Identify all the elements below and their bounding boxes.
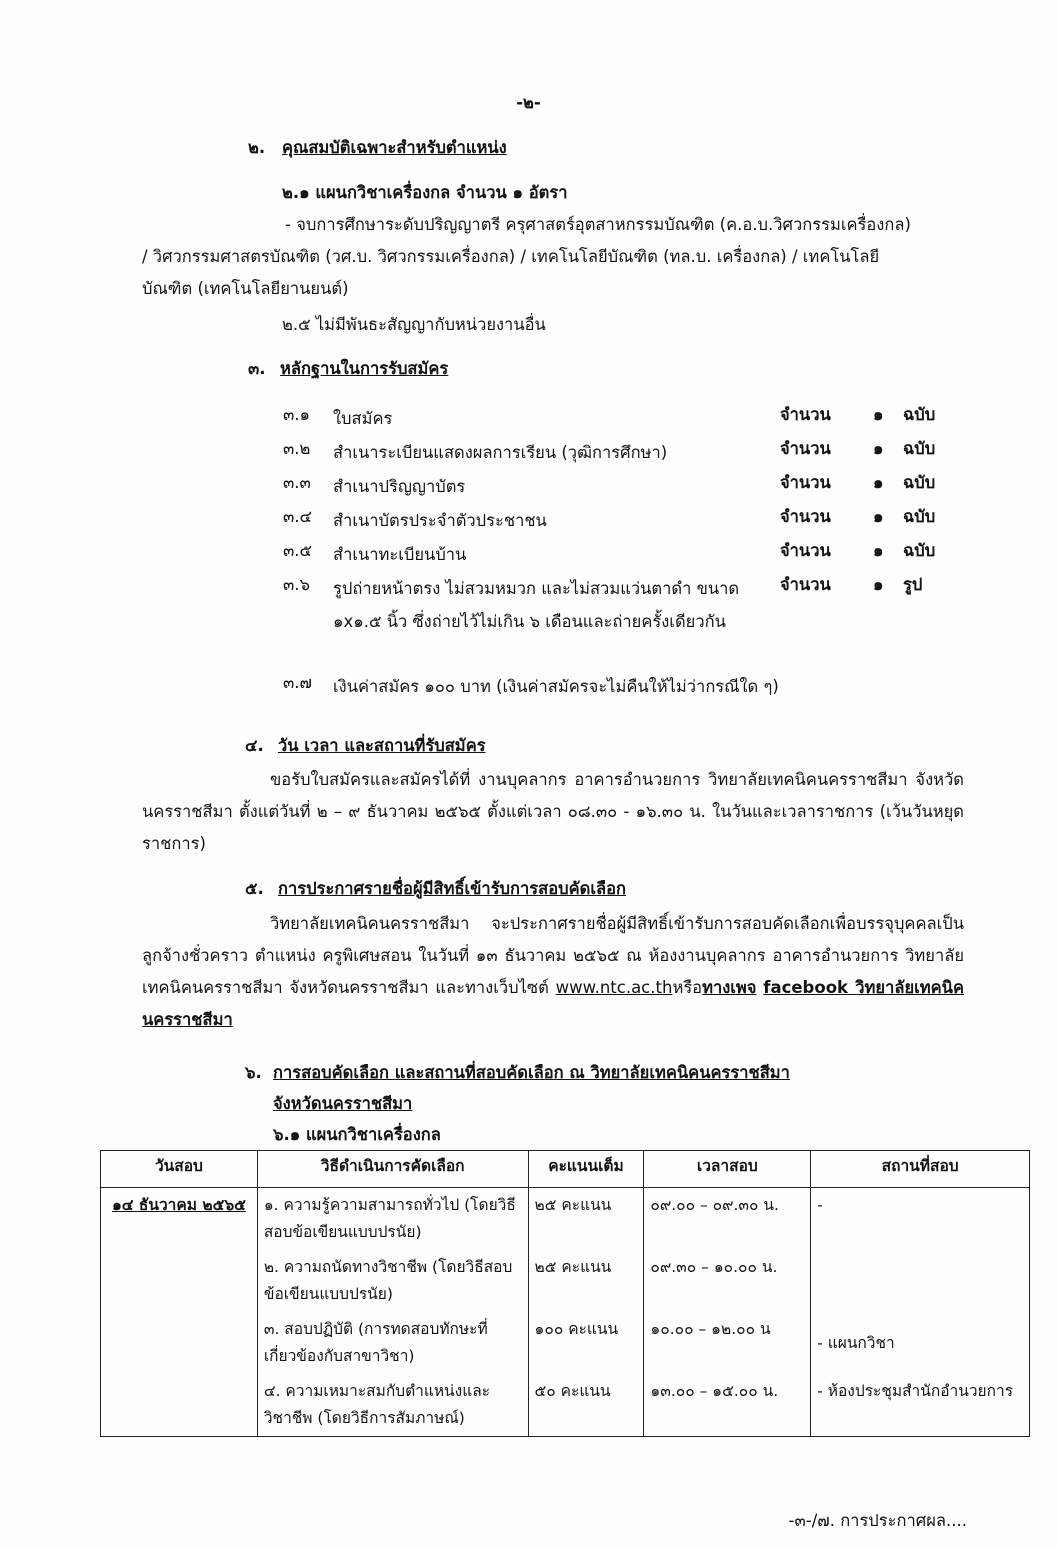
requirement-count-label: จำนวน (780, 405, 831, 424)
requirement-unit: ฉบับ (903, 439, 936, 458)
score-cell: ๒๕ คะแนน (528, 1250, 644, 1312)
section2-body-line3: บัณฑิต (เทคโนโลยียานยนต์) (142, 279, 349, 298)
section5-page-prefix: ทางเพจ (702, 978, 757, 997)
requirement-unit: รูป (903, 575, 923, 594)
exam-date-cell (101, 1188, 258, 1251)
requirement-qty: ๑ (873, 575, 884, 594)
requirement-count-label: จำนวน (780, 507, 831, 526)
requirement-text: สำเนาระเบียนแสดงผลการเรียน (วุฒิการศึกษา) (333, 443, 668, 462)
exam-date-cell (101, 1250, 258, 1312)
time-cell: ๑๓.๐๐ – ๑๕.๐๐ น. (644, 1374, 811, 1437)
requirement-count-label: จำนวน (780, 473, 831, 492)
requirement-qty: ๑ (873, 405, 884, 424)
score-cell: ๑๐๐ คะแนน (528, 1312, 644, 1374)
section5-or: หรือ (672, 978, 703, 997)
method-cell: ๒. ความถนัดทางวิชาชีพ (โดยวิธีสอบข้อเขียนแบบปรนัย) (257, 1250, 528, 1312)
table-row (101, 1374, 1030, 1437)
method-cell: ๓. สอบปฏิบัติ (การทดสอบทักษะที่เกี่ยวข้องกับสาขาวิชา) (257, 1312, 528, 1374)
exam-schedule-table (100, 1150, 1030, 1437)
requirement-qty: ๑ (873, 439, 884, 458)
section2-number: ๒. (248, 138, 266, 157)
header-method: วิธีดำเนินการคัดเลือก (257, 1151, 528, 1188)
method-cell: ๔. ความเหมาะสมกับตำแหน่งและวิชาชีพ (โดยวิธีการสัมภาษณ์) (257, 1374, 528, 1437)
place-cell (811, 1250, 1030, 1312)
place-cell: - แผนกวิชา (811, 1312, 1030, 1374)
section3-heading: หลักฐานในการรับสมัคร (280, 359, 449, 378)
footer-next-page: -๓-/๗. การประกาศผล.... (788, 1511, 967, 1530)
requirement-item (283, 470, 963, 504)
requirement-text: รูปถ่ายหน้าตรง ไม่สวมหมวก และไม่สวมแว่นตาดำ ขนาด ๑x๑.๕ นิ้ว ซึ่งถ่ายไว้ไม่เกิน ๖ เดือนและถ่ายครั้งเดียวกัน (333, 579, 740, 631)
requirement-unit: ฉบับ (903, 473, 936, 492)
requirement-unit: ฉบับ (903, 507, 936, 526)
requirement-unit: ฉบับ (903, 541, 936, 560)
section2-body-line1: - จบการศึกษาระดับปริญญาตรี ครุศาสตร์อุตสาหกรรมบัณฑิต (ค.อ.บ.วิศวกรรมเครื่องกล) (285, 215, 911, 234)
requirement-text: สำเนาบัตรประจำตัวประชาชน (333, 511, 547, 530)
section6-heading-line1: การสอบคัดเลือก และสถานที่สอบคัดเลือก ณ วิทยาลัยเทคนิคนครราชสีมา (273, 1063, 790, 1082)
exam-date-cell (101, 1312, 258, 1374)
section2-sub2: ๒.๕ ไม่มีพันธะสัญญากับหน่วยงานอื่น (282, 315, 546, 334)
requirement-item (283, 504, 963, 538)
time-cell: ๑๐.๐๐ – ๑๒.๐๐ น (644, 1312, 811, 1374)
requirement-item (283, 538, 963, 572)
section2-heading: คุณสมบัติเฉพาะสำหรับตำแหน่ง (282, 138, 507, 157)
table-row (101, 1188, 1030, 1251)
section4-heading: วัน เวลา และสถานที่รับสมัคร (278, 736, 486, 755)
requirement-qty: ๑ (873, 507, 884, 526)
place-cell: - (811, 1188, 1030, 1251)
requirement-text: สำเนาทะเบียนบ้าน (333, 545, 467, 564)
requirement-item (283, 670, 963, 704)
section6-heading-line2: จังหวัดนครราชสีมา (273, 1094, 413, 1113)
requirement-number: ๓.๖ (283, 575, 310, 594)
section2-sub1: ๒.๑ แผนกวิชาเครื่องกล จำนวน ๑ อัตรา (282, 183, 568, 202)
header-exam-time: เวลาสอบ (644, 1151, 811, 1188)
requirement-qty: ๑ (873, 473, 884, 492)
section4-number: ๔. (245, 736, 264, 755)
time-cell: ๐๙.๓๐ – ๑๐.๐๐ น. (644, 1250, 811, 1312)
table-header-row (101, 1151, 1030, 1188)
requirement-count-label: จำนวน (780, 439, 831, 458)
section5-body-text: วิทยาลัยเทคนิคนครราชสีมา จะประกาศรายชื่อผู้มีสิทธิ์เข้ารับการสอบคัดเลือกเพื่อบรรจุบุคคลเป็นลูกจ้างชั่วคราว ตำแหน่ง ครูพิเศษสอน ในวันที่ ๑๓ ธันวาคม ๒๕๖๕ ณ ห้องงานบุคลากร อาคารอำนวยการ วิทยาลัยเทคนิคนครราชสีมา จังหวัดนครราชสีมา และทางเว็บไซต์ (142, 914, 964, 997)
header-exam-place: สถานที่สอบ (811, 1151, 1030, 1188)
section6-number: ๖. (245, 1063, 262, 1082)
method-cell: ๑. ความรู้ความสามารถทั่วไป (โดยวิธีสอบข้อเขียนแบบปรนัย) (257, 1188, 528, 1251)
exam-date: ๑๔ ธันวาคม ๒๕๖๕ (111, 1196, 246, 1214)
requirement-item (283, 402, 963, 436)
requirement-text: ใบสมัคร (333, 409, 393, 428)
section4-body: ขอรับใบสมัครและสมัครได้ที่ งานบุคลากร อาคารอำนวยการ วิทยาลัยเทคนิคนครราชสีมา จังหวัดนครราชสีมา ตั้งแต่วันที่ ๒ – ๙ ธันวาคม ๒๕๖๕ ตั้งแต่เวลา ๐๘.๓๐ - ๑๖.๓๐ น. ในวันและเวลาราชการ (เว้นวันหยุดราชการ) (142, 770, 964, 853)
place-cell: - ห้องประชุมสำนักอำนวยการ (811, 1374, 1030, 1437)
requirement-number: ๓.๓ (283, 473, 311, 492)
section2-body-line2: / วิศวกรรมศาสตรบัณฑิต (วศ.บ. วิศวกรรมเครื่องกล) / เทคโนโลยีบัณฑิต (ทล.บ. เครื่องกล) / เทคโนโลยี (142, 247, 880, 266)
section3-number: ๓. (248, 359, 266, 378)
requirement-number: ๓.๑ (283, 405, 310, 424)
table-row (101, 1312, 1030, 1374)
requirement-item (283, 572, 963, 668)
page-number: -๒- (516, 93, 541, 112)
facebook-page-link[interactable]: facebook วิทยาลัยเทคนิคนครราชสีมา (142, 978, 964, 1029)
website-link[interactable]: www.ntc.ac.th (555, 978, 673, 997)
requirement-qty: ๑ (873, 541, 884, 560)
requirement-text: เงินค่าสมัคร ๑๐๐ บาท (เงินค่าสมัครจะไม่คืนให้ไม่ว่ากรณีใด ๆ) (333, 677, 779, 696)
exam-date-cell (101, 1374, 258, 1437)
requirement-number: ๓.๒ (283, 439, 311, 458)
header-exam-date: วันสอบ (101, 1151, 258, 1188)
requirement-number: ๓.๕ (283, 541, 313, 560)
requirement-unit: ฉบับ (903, 405, 936, 424)
score-cell: ๒๕ คะแนน (528, 1188, 644, 1251)
section5-heading: การประกาศรายชื่อผู้มีสิทธิ์เข้ารับการสอบคัดเลือก (278, 879, 627, 898)
requirement-item (283, 436, 963, 470)
requirement-count-label: จำนวน (780, 541, 831, 560)
header-full-score: คะแนนเต็ม (528, 1151, 644, 1188)
requirement-number: ๓.๔ (283, 507, 313, 526)
section6-sub: ๖.๑ แผนกวิชาเครื่องกล (273, 1125, 441, 1144)
score-cell: ๕๐ คะแนน (528, 1374, 644, 1437)
section5-body (142, 908, 964, 1036)
requirement-count-label: จำนวน (780, 575, 831, 594)
table-row (101, 1250, 1030, 1312)
requirement-number: ๓.๗ (283, 673, 312, 692)
requirement-text: สำเนาปริญญาบัตร (333, 477, 466, 496)
time-cell: ๐๙.๐๐ – ๐๙.๓๐ น. (644, 1188, 811, 1251)
section5-number: ๕. (245, 879, 264, 898)
